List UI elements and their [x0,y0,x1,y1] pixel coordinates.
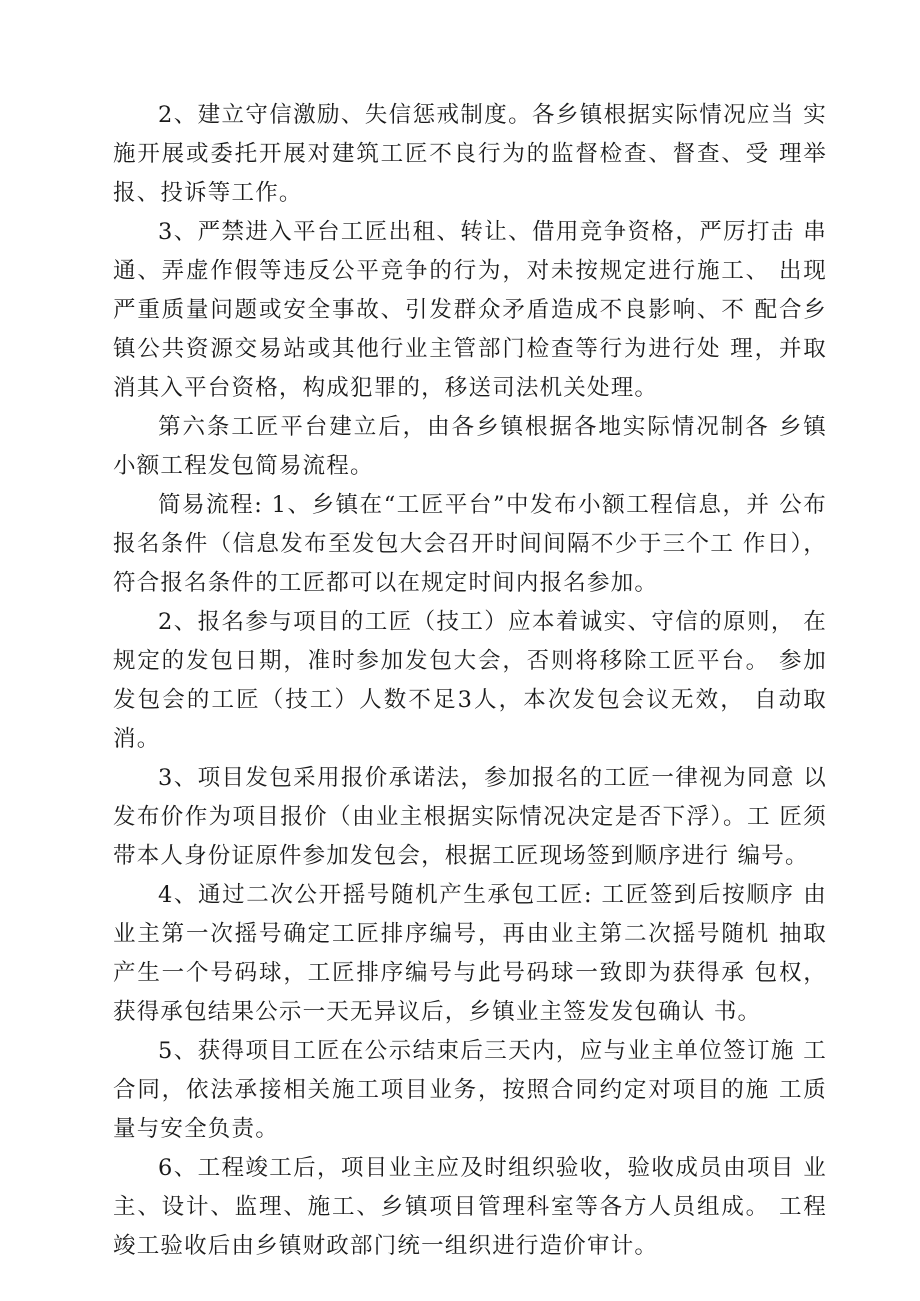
document-body [113,96,827,1266]
paragraph-process-step-6: 6、工程竣工后，项目业主应及时组织验收，验收成员由项目 业主、设计、监理、施工、乡镇项目管理科室等各方人员组成。 工程竣工验收后由乡镇财政部门统一组织进行造价审计。 [113,1155,827,1259]
paragraph-process-step-3: 3、项目发包采用报价承诺法，参加报名的工匠一律视为同意 以发布价作为项目报价（由业主根据实际情况决定是否下浮）。工 匠须带本人身份证原件参加发包会，根据工匠现场签到顺序进行 编号。 [113,765,827,869]
paragraph-credit-incentive: 2、建立守信激励、失信惩戒制度。各乡镇根据实际情况应当 实施开展或委托开展对建筑工匠不良行为的监督检查、督查、受 理举报、投诉等工作。 [113,102,827,206]
paragraph-prohibitions: 3、严禁进入平台工匠出租、转让、借用竞争资格，严厉打击 串通、弄虚作假等违反公平竞争的行为，对未按规定进行施工、 出现严重质量问题或安全事故、引发群众矛盾造成不良影响、不 配合乡镇公共资源交易站或其他行业主管部门检查等行为进行处 理，并取消其入平台资格，构成犯罪的，移送司法机关处理。 [113,219,827,401]
paragraph-process-step-2: 2、报名参与项目的工匠（技工）应本着诚实、守信的原则， 在规定的发包日期，准时参加发包大会，否则将移除工匠平台。 参加发包会的工匠（技工）人数不足3人，本次发包会议无效， 自动取消。 [113,609,827,752]
paragraph-process-step-5: 5、获得项目工匠在公示结束后三天内，应与业主单位签订施 工合同，依法承接相关施工项目业务，按照合同约定对项目的施 工质量与安全负责。 [113,1038,827,1142]
paragraph-simple-process-step-1: 简易流程: 1、乡镇在“工匠平台”中发布小额工程信息，并 公布报名条件（信息发布至发包大会召开时间间隔不少于三个工 作日），符合报名条件的工匠都可以在规定时间内报名参加。 [113,492,827,596]
paragraph-article-six: 第六条工匠平台建立后，由各乡镇根据各地实际情况制各 乡镇小额工程发包简易流程。 [113,414,827,479]
paragraph-process-step-4: 4、通过二次公开摇号随机产生承包工匠: 工匠签到后按顺序 由业主第一次摇号确定工匠排序编号，再由业主第二次摇号随机 抽取产生一个号码球，工匠排序编号与此号码球一致即为获得承 包权，获得承包结果公示一天无异议后，乡镇业主签发发包确认 书。 [113,882,827,1025]
